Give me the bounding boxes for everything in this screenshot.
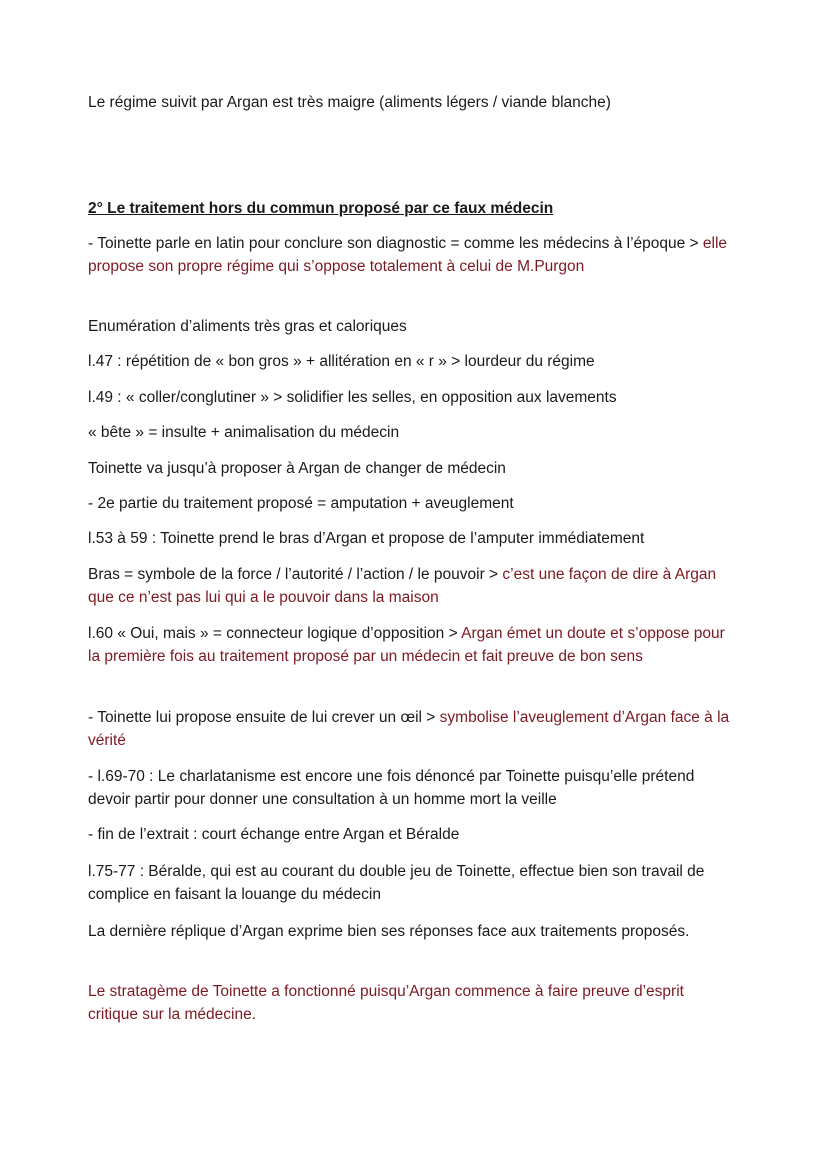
paragraph-text: - Toinette lui propose ensuite de lui crever un œil > bbox=[88, 709, 440, 726]
paragraph-text: l.60 « Oui, mais » = connecteur logique d’opposition > bbox=[88, 625, 462, 642]
paragraph-l53: l.53 à 59 : Toinette prend le bras d’Argan et propose de l’amputer immédiatement bbox=[88, 530, 645, 547]
intro-paragraph: Le régime suivit par Argan est très maigre (aliments légers / viande blanche) bbox=[88, 94, 611, 111]
paragraph-highlight: elle propose son propre régime qui s’oppose totalement à celui de M.Purgon bbox=[88, 235, 728, 275]
paragraph-l60 bbox=[88, 622, 738, 668]
section-heading: 2° Le traitement hors du commun proposé par ce faux médecin bbox=[88, 200, 554, 217]
paragraph-conclusion: Le stratagème de Toinette a fonctionné puisqu’Argan commence à faire preuve d’esprit critique sur la médecine. bbox=[88, 983, 684, 1023]
paragraph-change-doctor: Toinette va jusqu’à proposer à Argan de changer de médecin bbox=[88, 460, 506, 477]
paragraph-bete: « bête » = insulte + animalisation du médecin bbox=[88, 424, 400, 441]
paragraph-highlight: c’est une façon de dire à Argan que ce n’est pas lui qui a le pouvoir dans la maison bbox=[88, 566, 717, 606]
paragraph-highlight: Argan émet un doute et s’oppose pour la première fois au traitement proposé par un médecin et fait preuve de bon sens bbox=[88, 625, 725, 665]
paragraph-oeil bbox=[88, 706, 738, 752]
paragraph-l75: l.75-77 : Béralde, qui est au courant du double jeu de Toinette, effectue bien son travail de complice en faisant la louange du médecin bbox=[88, 863, 705, 903]
paragraph-highlight: symbolise l’aveuglement d’Argan face à la vérité bbox=[88, 709, 730, 749]
paragraph-text: - Toinette parle en latin pour conclure son diagnostic = comme les médecins à l’époque > bbox=[88, 235, 703, 252]
paragraph-second-part: - 2e partie du traitement proposé = amputation + aveuglement bbox=[88, 495, 514, 512]
paragraph-l49: l.49 : « coller/conglutiner » > solidifier les selles, en opposition aux lavements bbox=[88, 389, 617, 406]
paragraph-enumeration: Enumération d’aliments très gras et caloriques bbox=[88, 318, 407, 335]
paragraph-latin-diagnosis bbox=[88, 232, 738, 278]
paragraph-l69: - l.69-70 : Le charlatanisme est encore une fois dénoncé par Toinette puisqu’elle prétend devoir partir pour donner une consultation à un homme mort la veille bbox=[88, 768, 695, 808]
paragraph-l47: l.47 : répétition de « bon gros » + allitération en « r » > lourdeur du régime bbox=[88, 353, 595, 370]
paragraph-fin-extrait: - fin de l’extrait : court échange entre Argan et Béralde bbox=[88, 826, 460, 843]
paragraph-derniere-replique: La dernière réplique d’Argan exprime bien ses réponses face aux traitements proposés. bbox=[88, 923, 690, 940]
paragraph-text: Bras = symbole de la force / l’autorité / l’action / le pouvoir > bbox=[88, 566, 503, 583]
paragraph-bras bbox=[88, 563, 738, 609]
